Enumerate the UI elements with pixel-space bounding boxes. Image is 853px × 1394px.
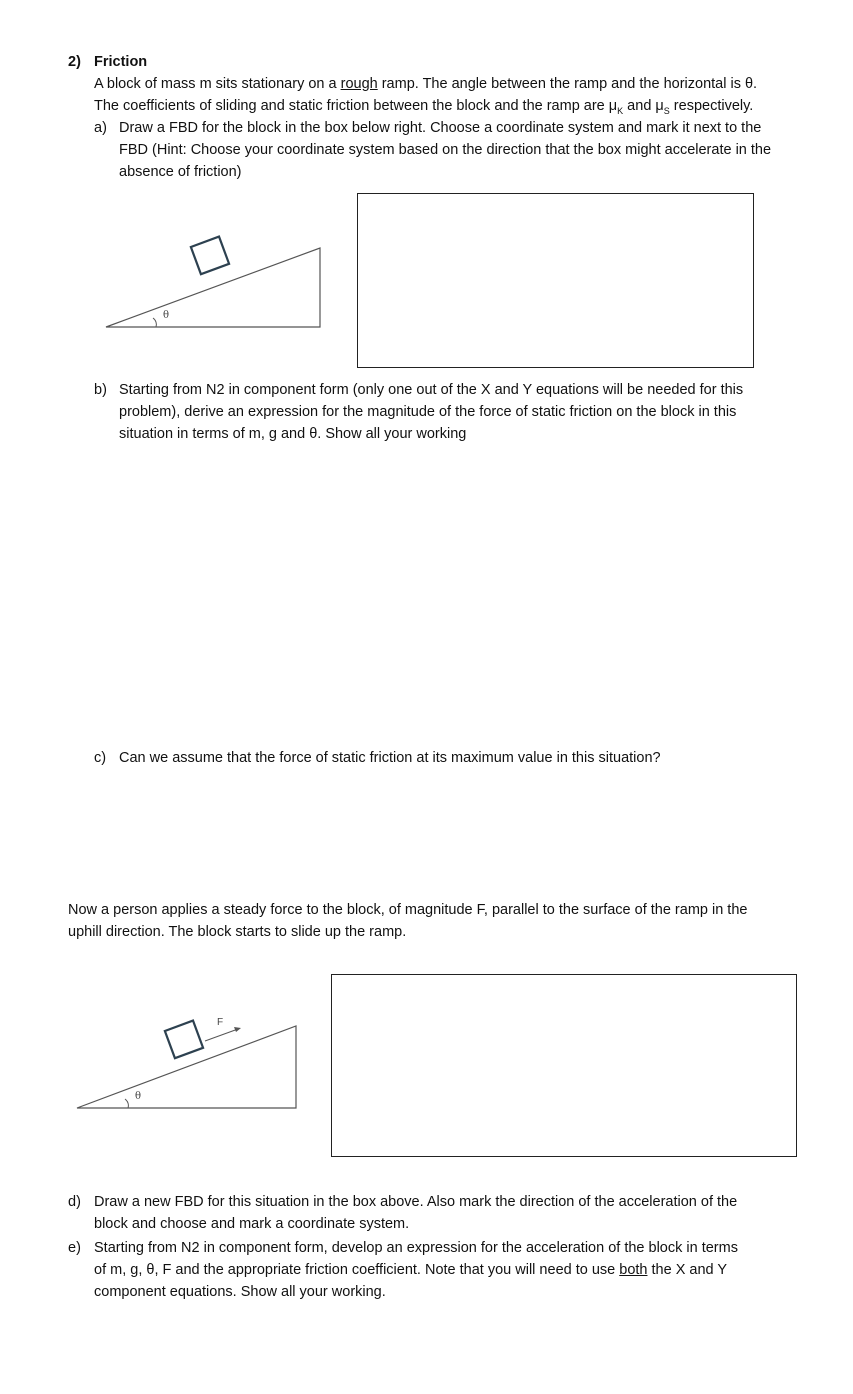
part-c-label: c) <box>94 750 107 766</box>
part-e-line-3: component equations. Show all your working. <box>94 1284 386 1300</box>
scenario-line-2: uphill direction. The block starts to slide up the ramp. <box>68 924 407 940</box>
scenario-line-1: Now a person applies a steady force to the block, of magnitude F, parallel to the surface of the ramp in the <box>68 902 748 918</box>
part-c-text: Can we assume that the force of static friction at its maximum value in this situation? <box>119 750 661 766</box>
part-d-line-2: block and choose and mark a coordinate system. <box>94 1216 410 1232</box>
intro-line-2-post: respectively. <box>669 98 754 114</box>
intro-line-2-pre: The coefficients of sliding and static friction between the block and the ramp are μ <box>94 98 618 114</box>
angle-label-1: θ <box>163 310 170 321</box>
part-a-label: a) <box>94 120 107 136</box>
part-a-line-2: FBD (Hint: Choose your coordinate system based on the direction that the box might accelerate in the <box>119 142 772 158</box>
part-b-line-3: situation in terms of m, g and θ. Show all your working <box>119 426 467 442</box>
mu-k-subscript: K <box>617 105 624 116</box>
part-e-label: e) <box>68 1240 81 1256</box>
part-e-line-2-pre: of m, g, θ, F and the appropriate friction coefficient. Note that you will need to use <box>94 1262 620 1278</box>
angle-arc-2 <box>125 1099 128 1108</box>
part-b-label: b) <box>94 382 107 398</box>
part-b-line-1: Starting from N2 in component form (only one out of the X and Y equations will be needed for this <box>119 382 744 398</box>
fbd-answer-box-d[interactable] <box>331 974 797 1157</box>
mu-s-subscript: S <box>663 105 670 116</box>
angle-label-2: θ <box>135 1091 142 1102</box>
part-e-line-2 <box>94 1259 727 1281</box>
part-d-label: d) <box>68 1194 81 1210</box>
part-b-line-2: problem), derive an expression for the magnitude of the force of static friction on the block in this <box>119 404 737 420</box>
block-2 <box>165 1021 203 1059</box>
part-e-line-1: Starting from N2 in component form, develop an expression for the acceleration of the block in terms <box>94 1240 738 1256</box>
intro-line-2-mid: and μ <box>623 98 664 114</box>
section-title: Friction <box>94 54 148 70</box>
force-label: F <box>217 1017 224 1028</box>
intro-emphasis-rough: rough <box>340 76 378 92</box>
force-arrowhead <box>234 1027 241 1032</box>
question-number: 2) <box>68 54 81 70</box>
part-d-line-1: Draw a new FBD for this situation in the box above. Also mark the direction of the acceleration of the <box>94 1194 738 1210</box>
part-a-line-1: Draw a FBD for the block in the box below right. Choose a coordinate system and mark it next to the <box>119 120 762 136</box>
intro-line-1-post: ramp. The angle between the ramp and the horizontal is θ. <box>377 76 758 92</box>
part-e-emphasis-both: both <box>619 1262 648 1278</box>
part-a-line-3: absence of friction) <box>119 164 242 180</box>
part-e-line-2-post: the X and Y <box>647 1262 728 1278</box>
intro-line-1-pre: A block of mass m sits stationary on a <box>94 76 341 92</box>
